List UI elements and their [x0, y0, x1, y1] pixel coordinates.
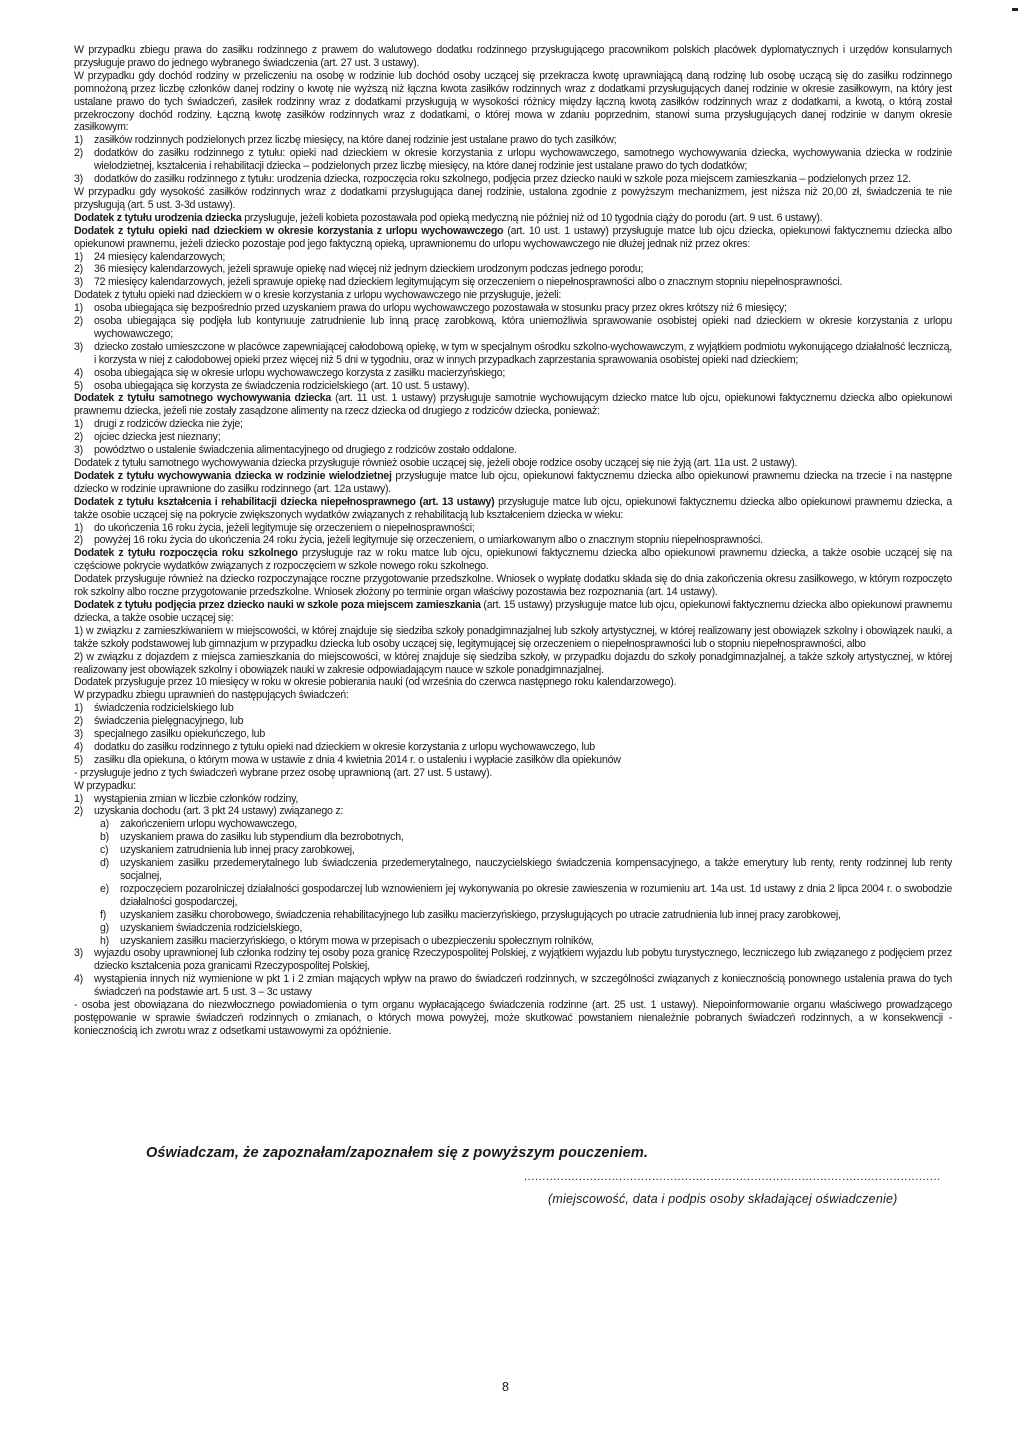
sub-list-item	[74, 818, 952, 831]
signature-line: ..................................................................................................................	[524, 1171, 941, 1183]
sub-list-item	[74, 844, 952, 857]
list-marker: e)	[100, 882, 109, 895]
list-item-text: uzyskaniem zasiłku przedemerytalnego lub świadczenia przedemerytalnego, nauczycielskiego świadczenia kompensacyjnego, a także emerytury lub renty, renty rodzinnej lub renty socjalnej,	[120, 857, 952, 882]
list-marker: 2)	[74, 431, 83, 444]
list-marker: 1)	[74, 250, 83, 263]
list-marker: 1)	[74, 134, 83, 147]
list-item	[74, 251, 952, 264]
list-item-text: osoba ubiegająca się podjęła lub kontynuuje zatrudnienie lub inną pracę zarobkową, która uniemożliwia sprawowanie osobistej opieki nad dzieckiem w okresie korzystania z urlopu wychowawczego;	[94, 315, 952, 340]
list-item-text: uzyskaniem zasiłku chorobowego, świadczenia rehabilitacyjnego lub zasiłku macierzyńskiego, przysługujących po utracie zatrudnienia lub innej pracy zarobkowej,	[120, 908, 841, 921]
paragraph-away-school-allowance	[74, 599, 952, 625]
list-item-text: uzyskania dochodu (art. 3 pkt 24 ustawy) związanego z:	[94, 805, 344, 818]
list-marker: 3)	[74, 340, 83, 353]
list-item-text: powództwo o ustalenie świadczenia alimentacyjnego od drugiego z rodziców zostało oddalone.	[94, 444, 517, 457]
list-marker: 3)	[74, 173, 83, 186]
list-item	[74, 380, 952, 393]
paragraph-large-family-allowance	[74, 470, 952, 496]
paragraph-birth-allowance	[74, 212, 952, 225]
list-marker: a)	[100, 818, 109, 831]
list-marker: 2)	[74, 650, 83, 663]
list-item-text: osoba ubiegająca się w okresie urlopu wychowawczego korzysta z zasiłku macierzyńskiego;	[94, 366, 506, 379]
paragraph-income-excess: W przypadku gdy dochód rodziny w przeliczeniu na osobę w rodzinie lub dochód osoby uczącej się przekracza kwotę uprawniającą daną rodzinę lub osobę uczącą się do zasiłku rodzinnego pomnożoną przez liczbę członków danej rodziny o kwotę nie wyższą niż łączna kwota zasiłków rodzinnych wraz z dodatkami przysługujących danej rodzinie w okresie zasiłkowym, na który jest ustalane prawo do tych świadczeń, zasiłek rodzinny wraz z dodatkami przysługują w wysokości różnicy między łączną kwotą zasiłków rodzinnych wraz z dodatkami, a kwotą, o którą został przekroczony dochód rodziny. Łączną kwotę zasiłków rodzinnych wraz z dodatkami, o której mowa w zdaniu poprzednim, stanowi suma przysługujących danej rodzinie w danym okresie zasiłkowym:	[74, 69, 952, 134]
list-item-text: 24 miesięcy kalendarzowych;	[94, 250, 226, 263]
list-item	[74, 367, 952, 380]
list-item-text: zasiłków rodzinnych podzielonych przez liczbę miesięcy, na które danej rodzinie jest ustalane prawo do tych zasiłków;	[94, 134, 617, 147]
list-marker: h)	[100, 934, 109, 947]
list-item-text: rozpoczęciem pozarolniczej działalności gospodarczej lub wznowieniem jej wykonywania po okresie zawieszenia w rozumieniu art. 14a ust. 1d ustawy z dnia 2 lipca 2004 r. o swobodzie działalności gospodarczej,	[120, 882, 952, 908]
list-item-text: 72 miesięcy kalendarzowych, jeżeli sprawuje opiekę nad dzieckiem legitymującym się orzeczeniem o niepełnosprawności albo o znacznym stopniu niepełnosprawności.	[94, 276, 843, 289]
list-marker: 3)	[74, 947, 83, 960]
list-marker: 1)	[74, 702, 83, 715]
list-marker: 1)	[74, 624, 83, 637]
sub-list-item	[74, 935, 952, 948]
paragraph-benefit-overlap: W przypadku zbiegu uprawnień do następujących świadczeń:	[74, 689, 349, 702]
list-item-text: w związku z dojazdem z miejsca zamieszkania do miejscowości, w której znajduje się siedziba szkoły, w przypadku dojazdu do szkoły ponadgimnazjalnej, a także szkoły artystycznej, w której realizowany jest obowiązek szkolny i obowiązek nauki w zakresie odpowiadającym nauce w szkole ponadgimnazjalnej.	[74, 650, 952, 676]
school-start-text: przysługuje raz w roku matce lub ojcu, opiekunowi faktycznemu dziecka albo opiekunowi prawnemu dziecka, a także osobie uczącej się na częściowe pokrycie wydatków związanych z rozpoczęciem w szkole nowego roku szkolnego.	[74, 547, 952, 573]
heading-parental-leave-allowance: Dodatek z tytułu opieki nad dzieckiem w okresie korzystania z urlopu wychowawczego	[74, 224, 504, 237]
list-item-text: do ukończenia 16 roku życia, jeżeli legitymuje się orzeczeniem o niepełnosprawności;	[94, 521, 475, 534]
paragraph-parental-exclusions: Dodatek z tytułu opieki nad dzieckiem w o kresie korzystania z urlopu wychowawczego nie przysługuje, jeżeli:	[74, 289, 562, 302]
list-item	[74, 444, 952, 457]
list-item-text: ojciec dziecka jest nieznany;	[94, 431, 221, 444]
paragraph-away-months: Dodatek przysługuje przez 10 miesięcy w roku w okresie pobierania nauki (od września do czerwca następnego roku kalendarzowego).	[74, 676, 677, 689]
list-item-text: dodatków do zasiłku rodzinnego z tytułu: urodzenia dziecka, rozpoczęcia roku szkolnego, podjęcia przez dziecko nauki w szkole poza miejscem zamieszkania – podzielonych przez 12.	[94, 173, 911, 186]
list-item-text: zasiłku dla opiekuna, o którym mowa w ustawie z dnia 4 kwietnia 2014 r. o ustaleniu i wypłacie zasiłków dla opiekunów	[94, 753, 621, 766]
signature-caption: (miejscowość, data i podpis osoby składającej oświadczenie)	[548, 1192, 898, 1206]
list-item	[74, 793, 952, 806]
paragraph-parental-leave-allowance	[74, 225, 952, 251]
list-item	[74, 728, 952, 741]
list-marker: 1)	[74, 521, 83, 534]
list-marker: c)	[100, 844, 109, 857]
heading-school-start-allowance: Dodatek z tytułu rozpoczęcia roku szkolnego	[74, 547, 298, 560]
sub-list-item	[74, 857, 952, 883]
list-item-text: dodatku do zasiłku rodzinnego z tytułu opieki nad dzieckiem w okresie korzystania z urlopu wychowawczego, lub	[94, 740, 595, 753]
heading-single-parent-allowance: Dodatek z tytułu samotnego wychowywania dziecka	[74, 392, 332, 405]
heading-disability-allowance: Dodatek z tytułu kształcenia i rehabilitacji dziecka niepełnosprawnego (art. 13 ustawy)	[74, 495, 495, 508]
paragraph-single-parent-allowance	[74, 392, 952, 418]
list-item-text: wystąpienia innych niż wymienione w pkt 1 i 2 zmian mających wpływ na prawo do świadczeń rodzinnych, w szczególności związanych z koniecznością ponownego ustalenia prawa do tych świadczeń na podstawie art. 5 ust. 3 – 3c ustawy	[94, 973, 952, 999]
list-item	[74, 134, 952, 147]
paragraph-single-parent-student: Dodatek z tytułu samotnego wychowywania dziecka przysługuje również osobie uczącej się, jeżeli oboje rodzice osoby uczącej się nie żyją (art. 11a ust. 2 ustawy).	[74, 457, 798, 469]
list-item	[74, 625, 952, 651]
list-item-text: 36 miesięcy kalendarzowych, jeżeli sprawuje opiekę nad więcej niż jednym dzieckiem urodzonym podczas jednego porodu;	[94, 263, 644, 276]
list-item	[74, 315, 952, 341]
list-marker: d)	[100, 857, 109, 870]
paragraph-currency-allowance: W przypadku zbiegu prawa do zasiłku rodzinnego z prawem do walutowego dodatku rodzinnego przysługującego pracownikom polskich placówek dyplomatycznych i urzędów konsularnych przysługuje prawo do jednego wybranego świadczenia (art. 27 ust. 3 ustawy).	[74, 44, 952, 69]
list-marker: 1)	[74, 418, 83, 431]
list-item	[74, 173, 952, 186]
heading-birth-allowance: Dodatek z tytułu urodzenia dziecka	[74, 211, 242, 224]
list-item-text: dodatków do zasiłku rodzinnego z tytułu: opieki nad dzieckiem w okresie korzystania z urlopu wychowawczego, samotnego wychowywania dziecka, wychowywania dziecka w rodzinie wielodzietnej, kształcenia i rehabilitacji dziecka – podzielonych przez liczbę miesięcy, na które danej rodzinie jest ustalane prawo do tych dodatków;	[94, 147, 952, 173]
sub-list-item	[74, 831, 952, 844]
sub-list-item	[74, 909, 952, 922]
list-marker: 4)	[74, 366, 83, 379]
paragraph-overlap-choice: - przysługuje jedno z tych świadczeń wybrane przez osobę uprawnioną (art. 27 ust. 5 ustawy).	[74, 766, 493, 779]
list-marker: 2)	[74, 805, 83, 818]
list-item	[74, 754, 952, 767]
list-item-text: uzyskaniem prawa do zasiłku lub stypendium dla bezrobotnych,	[120, 831, 404, 844]
list-item-text: zakończeniem urlopu wychowawczego,	[120, 818, 297, 831]
paragraph-disability-allowance	[74, 496, 952, 522]
list-item-text: świadczenia rodzicielskiego lub	[94, 702, 234, 715]
heading-large-family-allowance: Dodatek z tytułu wychowywania dziecka w rodzinie wielodzietnej	[74, 469, 392, 482]
list-marker: f)	[100, 908, 106, 921]
list-marker: 3)	[74, 728, 83, 741]
scan-edge-mark	[1012, 8, 1018, 11]
list-item-text: świadczenia pielęgnacyjnego, lub	[94, 715, 244, 728]
list-item	[74, 741, 952, 754]
paragraph-change-cases: W przypadku:	[74, 779, 136, 792]
list-item-text: osoba ubiegająca się korzysta ze świadczenia rodzicielskiego (art. 10 ust. 5 ustawy).	[94, 379, 470, 392]
list-item	[74, 431, 952, 444]
list-item-text: dziecko zostało umieszczone w placówce zapewniającej całodobową opiekę, w tym w specjalnym ośrodku szkolno-wychowawczym, z wyjątkiem podmiotu wykonującego działalność leczniczą, i korzysta w niej z całodobowej opieki przez więcej niż 5 dni w tygodniu, oraz w innych przypadkach zaprzestania sprawowania osobistej opieki nad dzieckiem;	[94, 340, 952, 366]
large-family-text: przysługuje matce lub ojcu, opiekunowi faktycznemu dziecka albo opiekunowi prawnemu dziecka na trzecie i na następne dziecko w rodzinie uprawnione do zasiłku rodzinnego (art. 12a ustawy).	[74, 469, 952, 495]
list-item	[74, 973, 952, 999]
list-marker: g)	[100, 921, 109, 934]
list-item	[74, 522, 952, 535]
list-marker: 4)	[74, 740, 83, 753]
list-marker: 4)	[74, 973, 83, 986]
away-school-text: (art. 15 ustawy) przysługuje matce lub ojcu, opiekunowi faktycznemu dziecka albo opiekunowi prawnemu dziecka, a także osobie uczącej się:	[74, 598, 952, 624]
list-marker: 2)	[74, 315, 83, 328]
single-parent-text: (art. 11 ust. 1 ustawy) przysługuje samotnie wychowującym dziecko matce lub ojcu, opiekunowi faktycznemu dziecka albo opiekunowi prawnemu dziecka, jeżeli nie zostały zasądzone alimenty na rzecz dziecka od drugiego z rodziców dziecka, ponieważ:	[74, 392, 952, 418]
list-marker: 3)	[74, 444, 83, 457]
list-item-text: powyżej 16 roku życia do ukończenia 24 roku życia, jeżeli legitymuje się orzeczeniem, o umiarkowanym albo o znacznym stopniu niepełnosprawności.	[94, 534, 763, 547]
list-item-text: uzyskaniem świadczenia rodzicielskiego,	[120, 921, 303, 934]
list-item-text: w związku z zamieszkiwaniem w miejscowości, w której znajduje się siedziba szkoły ponadgimnazjalnej lub szkoły artystycznej, w której realizowany jest obowiązek szkolny i obowiązek nauki, a także szkoły podstawowej lub gimnazjum w przypadku dziecka lub osoby uczącej się, legitymującej się orzeczeniem o niepełnosprawności lub o stopniu niepełnosprawności, albo	[74, 624, 952, 650]
paragraph-preschool: Dodatek przysługuje również na dziecko rozpoczynające roczne przygotowanie przedszkolne. Wniosek o wypłatę dodatku składa się do dnia zakończenia okresu zasiłkowego, w którym rozpoczęto rok szkolny albo roczne przygotowanie przedszkolne. Wniosek złożony po terminie organ właściwy pozostawia bez rozpoznania (art. 14 ustawy).	[74, 573, 952, 599]
list-item-text: wystąpienia zmian w liczbie członków rodziny,	[94, 792, 299, 805]
list-marker: 2)	[74, 147, 83, 160]
list-item-text: uzyskaniem zasiłku macierzyńskiego, o którym mowa w przepisach o ubezpieczeniu społecznym rolników,	[120, 934, 594, 947]
disability-text: przysługuje matce lub ojcu, opiekunowi faktycznemu dziecka albo opiekunowi prawnemu dziecka, a także osobie uczącej się na pokrycie zwiększonych wydatków związanych z rehabilitacją lub kształceniem dziecka w wieku:	[74, 495, 952, 521]
list-item	[74, 715, 952, 728]
list-marker: 2)	[74, 534, 83, 547]
list-item	[74, 302, 952, 315]
list-item-text: drugi z rodziców dziecka nie żyje;	[94, 418, 243, 431]
list-item-text: wyjazdu osoby uprawnionej lub członka rodziny tej osoby poza granicę Rzeczypospolitej Polskiej, z wyjątkiem wyjazdu lub pobytu turystycznego, leczniczego lub związanego z podjęciem przez dziecko kształcenia poza granicami Rzeczypospolitej Polskiej,	[94, 947, 952, 973]
sub-list-item	[74, 883, 952, 909]
list-item	[74, 276, 952, 289]
list-item	[74, 947, 952, 973]
list-marker: b)	[100, 831, 109, 844]
list-item-text: uzyskaniem zatrudnienia lub innej pracy zarobkowej,	[120, 844, 355, 857]
list-item	[74, 534, 952, 547]
list-marker: 1)	[74, 302, 83, 315]
parental-leave-text: (art. 10 ust. 1 ustawy) przysługuje matce lub ojcu dziecka, opiekunowi faktycznemu dziecka albo opiekunowi prawnemu, jeżeli dziecko pozostaje pod jego faktyczną opieką, uprawnionemu do urlopu wychowawczego nie dłużej jednak niż przez okres:	[74, 224, 952, 250]
page-number: 8	[502, 1380, 509, 1394]
list-marker: 5)	[74, 753, 83, 766]
list-marker: 1)	[74, 792, 83, 805]
declaration-statement: Oświadczam, że zapoznałam/zapoznałem się z powyższym pouczeniem.	[146, 1145, 648, 1161]
list-marker: 2)	[74, 715, 83, 728]
heading-away-school-allowance: Dodatek z tytułu podjęcia przez dziecko nauki w szkole poza miejscem zamieszkania	[74, 598, 481, 611]
sub-list-item	[74, 922, 952, 935]
instruction-text	[74, 44, 952, 1038]
list-item-text: osoba ubiegająca się bezpośrednio przed uzyskaniem prawa do urlopu wychowawczego pozostawała w stosunku pracy przez okres krótszy niż 6 miesięcy;	[94, 302, 787, 315]
list-marker: 3)	[74, 276, 83, 289]
paragraph-minimum-amount: W przypadku gdy wysokość zasiłków rodzinnych wraz z dodatkami przysługująca danej rodzinie, ustalona zgodnie z powyższym mechanizmem, jest niższa niż 20,00 zł, świadczenia te nie przysługują (art. 5 ust. 3-3d ustawy).	[74, 185, 952, 211]
list-item-text: specjalnego zasiłku opiekuńczego, lub	[94, 728, 265, 741]
birth-allowance-text: przysługuje, jeżeli kobieta pozostawała pod opieką medyczną nie później niż od 10 tygodnia ciąży do porodu (art. 9 ust. 6 ustawy).	[241, 211, 823, 224]
list-item	[74, 418, 952, 431]
paragraph-school-start-allowance	[74, 547, 952, 573]
paragraph-notification-obligation: - osoba jest obowiązana do niezwłocznego powiadomienia o tym organu wypłacającego świadczenia rodzinne (art. 25 ust. 1 ustawy). Niepoinformowanie organu właściwego prowadzącego postępowanie w sprawie świadczeń rodzinnych o zmianach, o których mowa powyżej, może skutkować powstaniem nienależnie pobranych świadczeń rodzinnych, a w konsekwencji - koniecznością ich zwrotu wraz z odsetkami ustawowymi za opóźnienie.	[74, 999, 952, 1037]
list-item	[74, 147, 952, 173]
list-item	[74, 263, 952, 276]
list-item	[74, 805, 952, 818]
list-item	[74, 702, 952, 715]
list-marker: 2)	[74, 263, 83, 276]
list-item	[74, 341, 952, 367]
list-item	[74, 651, 952, 677]
list-marker: 5)	[74, 379, 83, 392]
